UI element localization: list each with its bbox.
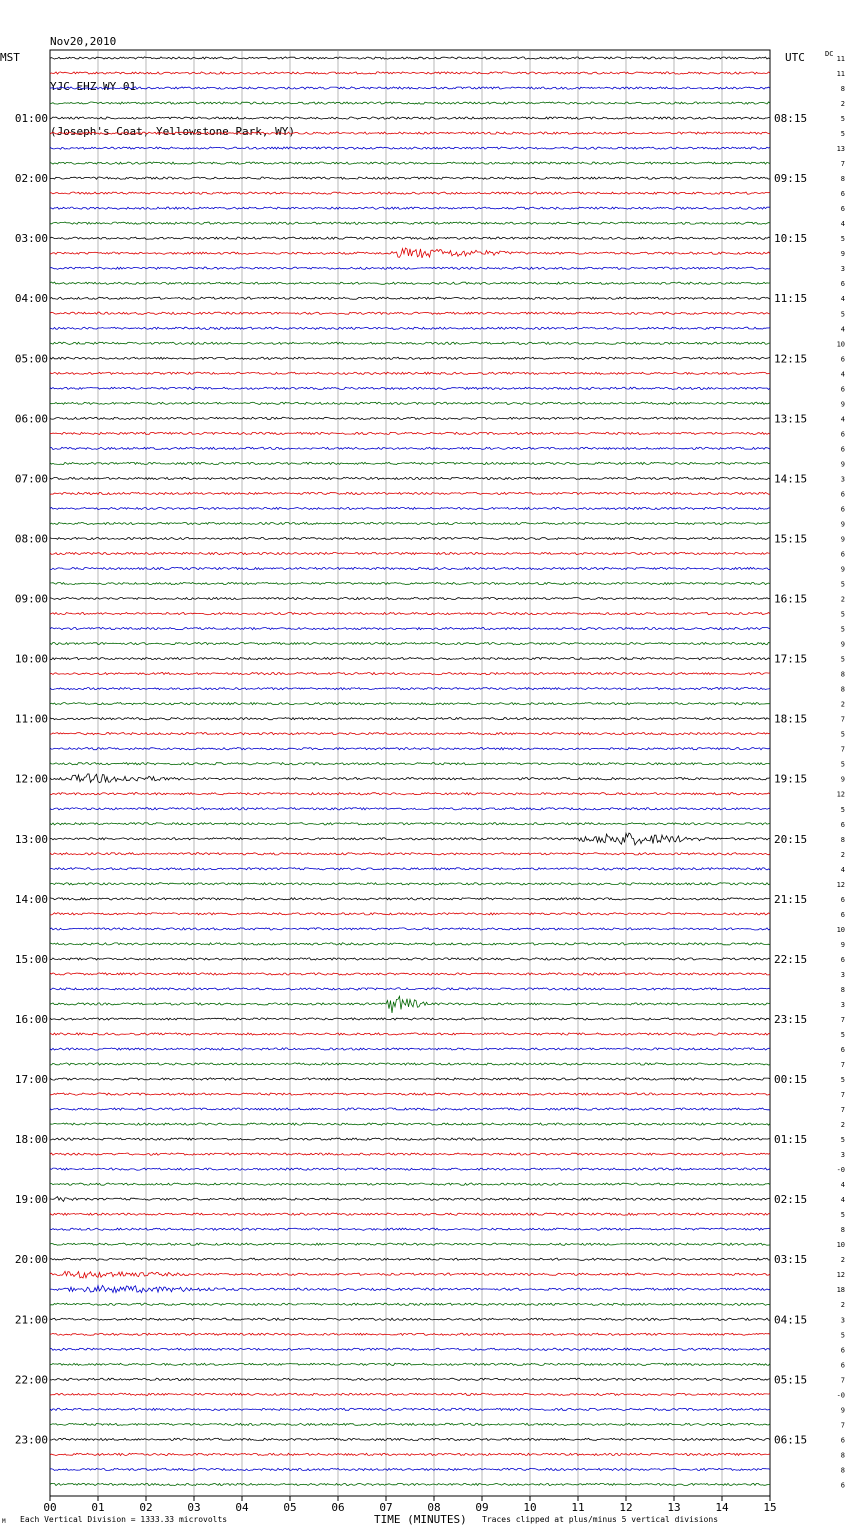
utc-hour-label: 16:15: [774, 592, 808, 606]
dc-offset-value: 5: [840, 1211, 845, 1220]
dc-offset-value: 7: [840, 1376, 845, 1385]
seismic-trace: [50, 248, 770, 258]
utc-hour-label: 00:15: [774, 1073, 808, 1087]
seismic-trace: [50, 1093, 770, 1095]
seismic-trace: [50, 1318, 770, 1320]
x-tick-label: 02: [139, 1501, 153, 1514]
dc-offset-value: 8: [840, 175, 845, 184]
dc-offset-value: 5: [840, 655, 845, 664]
dc-offset-value: 7: [840, 160, 845, 169]
dc-offset-value: 9: [840, 640, 845, 649]
seismic-trace: [50, 643, 770, 645]
seismic-trace: [50, 1168, 770, 1170]
seismic-trace: [50, 57, 770, 59]
seismic-trace: [50, 357, 770, 359]
dc-offset-value: 11: [836, 70, 845, 79]
seismic-trace: [50, 1438, 770, 1440]
seismic-trace: [50, 1408, 770, 1410]
mst-hour-label: 01:00: [14, 112, 48, 126]
dc-offset-value: 9: [840, 775, 845, 784]
seismic-trace: [50, 628, 770, 630]
dc-offset-value: 4: [840, 220, 845, 229]
mst-hour-label: 08:00: [14, 532, 48, 546]
dc-offset-value: 8: [840, 670, 845, 679]
x-tick-label: 05: [283, 1501, 297, 1514]
dc-offset-value: 6: [840, 505, 845, 514]
seismic-trace: [50, 808, 770, 810]
dc-offset-value: 10: [836, 340, 845, 349]
x-tick-label: 09: [475, 1501, 489, 1514]
seismic-trace: [50, 522, 770, 524]
mst-hour-label: 14:00: [14, 892, 48, 906]
seismic-trace: [50, 1033, 770, 1035]
x-tick-label: 10: [523, 1501, 537, 1514]
seismic-trace: [50, 1123, 770, 1125]
seismic-trace: [50, 823, 770, 825]
seismic-trace: [50, 1483, 770, 1485]
dc-offset-value: 7: [840, 1106, 845, 1115]
dc-offset-value: 3: [840, 1000, 845, 1009]
utc-hour-label: 12:15: [774, 352, 808, 366]
dc-offset-value: 6: [840, 385, 845, 394]
dc-offset-value: 4: [840, 865, 845, 874]
dc-offset-value: 12: [836, 1271, 845, 1280]
dc-offset-value: 8: [840, 85, 845, 94]
seismic-trace: [50, 793, 770, 795]
dc-offset-value: 6: [840, 490, 845, 499]
seismic-trace: [50, 1378, 770, 1380]
seismic-trace: [50, 1228, 770, 1230]
dc-offset-value: 9: [840, 940, 845, 949]
header-date: Nov20,2010: [50, 35, 117, 48]
x-tick-label: 04: [235, 1501, 249, 1514]
seismic-trace: [50, 237, 770, 239]
seismic-trace: [50, 1153, 770, 1155]
dc-column-label: DC: [825, 50, 834, 58]
mst-hour-label: 15:00: [14, 952, 48, 966]
dc-offset-value: 6: [840, 1361, 845, 1370]
mst-hour-label: 19:00: [14, 1193, 48, 1207]
header-station: YJC EHZ WY 01: [50, 80, 137, 93]
dc-offset-value: 5: [840, 625, 845, 634]
dc-offset-value: 5: [840, 805, 845, 814]
utc-hour-label: 11:15: [774, 292, 808, 306]
mst-hour-label: 10:00: [14, 652, 48, 666]
seismic-trace: [50, 387, 770, 389]
utc-hour-label: 21:15: [774, 892, 808, 906]
dc-offset-value: 10: [836, 925, 845, 934]
seismic-trace: [50, 1393, 770, 1395]
seismic-trace: [50, 1108, 770, 1110]
seismic-trace: [50, 162, 770, 164]
mst-hour-label: 21:00: [14, 1313, 48, 1327]
seismic-trace: [50, 267, 770, 269]
seismic-trace: [50, 402, 770, 404]
seismic-trace: [50, 1303, 770, 1305]
seismic-trace: [50, 147, 770, 149]
seismic-trace: [50, 718, 770, 720]
mst-hour-label: 07:00: [14, 472, 48, 486]
dc-offset-value: 5: [840, 1030, 845, 1039]
dc-offset-value: 6: [840, 445, 845, 454]
mst-hour-label: 09:00: [14, 592, 48, 606]
dc-offset-value: 6: [840, 1346, 845, 1355]
dc-offset-value: 6: [840, 205, 845, 214]
dc-offset-value: 5: [840, 310, 845, 319]
utc-hour-label: 15:15: [774, 532, 808, 546]
dc-offset-value: 6: [840, 955, 845, 964]
dc-offset-value: 12: [836, 880, 845, 889]
mst-hour-label: 06:00: [14, 412, 48, 426]
seismic-trace: [50, 207, 770, 209]
dc-offset-value: 9: [840, 1406, 845, 1415]
seismic-trace: [50, 462, 770, 464]
dc-offset-value: -0: [836, 1391, 845, 1400]
dc-offset-value: 2: [840, 100, 845, 109]
dc-offset-value: 8: [840, 985, 845, 994]
seismic-trace: [50, 1048, 770, 1050]
seismic-trace: [50, 1468, 770, 1470]
seismic-trace: [50, 582, 770, 584]
dc-offset-value: 2: [840, 1301, 845, 1310]
mst-hour-label: 03:00: [14, 232, 48, 246]
seismic-trace: [50, 447, 770, 449]
seismic-trace: [50, 372, 770, 374]
dc-offset-value: 7: [840, 715, 845, 724]
seismic-trace: [50, 928, 770, 930]
mst-hour-label: 17:00: [14, 1073, 48, 1087]
footer-scale-note: Each Vertical Division = 1333.33 microvolts: [20, 1515, 228, 1524]
seismic-trace: [50, 342, 770, 344]
utc-hour-label: 22:15: [774, 952, 808, 966]
mst-hour-label: 22:00: [14, 1373, 48, 1387]
dc-offset-value: 12: [836, 790, 845, 799]
dc-offset-value: 4: [840, 295, 845, 304]
dc-offset-value: 5: [840, 610, 845, 619]
seismic-trace: [50, 1258, 770, 1260]
mst-hour-label: 05:00: [14, 352, 48, 366]
dc-offset-value: 6: [840, 280, 845, 289]
x-tick-label: 11: [571, 1501, 585, 1514]
x-tick-label: 14: [715, 1501, 729, 1514]
dc-offset-value: 3: [840, 970, 845, 979]
seismic-trace: [50, 673, 770, 675]
utc-hour-label: 09:15: [774, 172, 808, 186]
dc-offset-value: 5: [840, 730, 845, 739]
seismic-trace: [50, 72, 770, 74]
dc-offset-value: 13: [836, 145, 845, 154]
utc-hour-label: 23:15: [774, 1012, 808, 1026]
seismic-trace: [50, 883, 770, 885]
dc-offset-value: 4: [840, 415, 845, 424]
mst-hour-label: 23:00: [14, 1433, 48, 1447]
utc-hour-label: 19:15: [774, 772, 808, 786]
dc-offset-value: 8: [840, 1226, 845, 1235]
dc-offset-value: 2: [840, 700, 845, 709]
mst-hour-label: 04:00: [14, 292, 48, 306]
utc-hour-label: 04:15: [774, 1313, 808, 1327]
seismic-trace: [50, 507, 770, 509]
label-group: [15, 55, 845, 1514]
footer-left-mark: M: [2, 1518, 6, 1525]
seismic-trace: [50, 132, 770, 134]
dc-offset-value: 9: [840, 520, 845, 529]
mst-hour-label: 18:00: [14, 1133, 48, 1147]
mst-hour-label: 11:00: [14, 712, 48, 726]
seismic-trace: [50, 282, 770, 284]
seismic-trace: [50, 833, 770, 845]
dc-offset-value: 9: [840, 250, 845, 259]
dc-offset-value: 4: [840, 325, 845, 334]
seismic-trace: [50, 1213, 770, 1215]
dc-offset-value: 7: [840, 1091, 845, 1100]
utc-hour-label: 14:15: [774, 472, 808, 486]
utc-hour-label: 01:15: [774, 1133, 808, 1147]
seismic-trace: [50, 703, 770, 705]
seismic-trace: [50, 537, 770, 539]
seismic-trace: [50, 853, 770, 855]
header-location: (Joseph's Coat, Yellowstone Park, WY): [50, 125, 296, 138]
dc-offset-value: 5: [840, 1331, 845, 1340]
seismic-trace: [50, 432, 770, 434]
x-tick-label: 07: [379, 1501, 393, 1514]
dc-offset-value: 4: [840, 1181, 845, 1190]
dc-offset-value: 6: [840, 1436, 845, 1445]
seismic-trace: [50, 1363, 770, 1365]
seismic-trace: [50, 868, 770, 870]
dc-offset-value: 7: [840, 745, 845, 754]
utc-hour-label: 18:15: [774, 712, 808, 726]
x-tick-label: 08: [427, 1501, 441, 1514]
dc-offset-value: 8: [840, 1466, 845, 1475]
seismic-trace: [50, 1286, 770, 1293]
mst-hour-label: 16:00: [14, 1012, 48, 1026]
dc-offset-value: 9: [840, 460, 845, 469]
dc-offset-value: 6: [840, 895, 845, 904]
seismic-trace: [50, 1197, 770, 1202]
x-tick-label: 06: [331, 1501, 345, 1514]
seismic-trace: [50, 567, 770, 569]
seismic-trace: [50, 492, 770, 494]
dc-offset-value: 6: [840, 1481, 845, 1490]
dc-offset-value: -0: [836, 1166, 845, 1175]
seismic-trace: [50, 996, 770, 1013]
dc-offset-value: 8: [840, 1451, 845, 1460]
utc-hour-label: 13:15: [774, 412, 808, 426]
seismic-trace: [50, 774, 770, 783]
seismic-trace: [50, 1271, 770, 1278]
dc-offset-value: 6: [840, 1045, 845, 1054]
dc-offset-value: 3: [840, 1151, 845, 1160]
dc-offset-value: 7: [840, 1015, 845, 1024]
dc-offset-value: 11: [836, 55, 845, 63]
x-tick-label: 03: [187, 1501, 201, 1514]
right-timezone-label: UTC: [785, 51, 805, 64]
x-tick-label: 15: [763, 1501, 777, 1514]
seismic-trace: [50, 417, 770, 419]
seismic-trace: [50, 1243, 770, 1245]
dc-offset-value: 6: [840, 910, 845, 919]
dc-offset-value: 5: [840, 115, 845, 124]
seismic-trace: [50, 1333, 770, 1335]
dc-offset-value: 18: [836, 1286, 845, 1295]
x-tick-label: 13: [667, 1501, 681, 1514]
seismic-trace: [50, 192, 770, 194]
seismic-trace: [50, 1453, 770, 1455]
seismic-trace: [50, 1138, 770, 1140]
dc-offset-value: 5: [840, 580, 845, 589]
seismic-trace: [50, 613, 770, 615]
dc-offset-value: 5: [840, 235, 845, 244]
dc-offset-value: 8: [840, 685, 845, 694]
x-tick-label: 01: [91, 1501, 105, 1514]
seismic-trace: [50, 222, 770, 224]
dc-offset-value: 6: [840, 550, 845, 559]
dc-offset-value: 9: [840, 400, 845, 409]
seismic-trace: [50, 297, 770, 299]
mst-hour-label: 12:00: [14, 772, 48, 786]
dc-offset-value: 5: [840, 1136, 845, 1145]
utc-hour-label: 05:15: [774, 1373, 808, 1387]
seismic-trace: [50, 312, 770, 314]
seismic-trace: [50, 688, 770, 690]
seismic-trace: [50, 1183, 770, 1185]
dc-offset-value: 6: [840, 355, 845, 364]
footer-clip-note: Traces clipped at plus/minus 5 vertical divisions: [482, 1515, 719, 1524]
dc-offset-value: 3: [840, 265, 845, 274]
seismic-trace: [50, 102, 770, 104]
utc-hour-label: 10:15: [774, 232, 808, 246]
seismic-trace: [50, 988, 770, 990]
seismic-trace: [50, 597, 770, 599]
utc-hour-label: 06:15: [774, 1433, 808, 1447]
dc-offset-value: 7: [840, 1421, 845, 1430]
seismic-trace: [50, 177, 770, 179]
x-axis-title: TIME (MINUTES): [374, 1513, 467, 1526]
dc-offset-value: 2: [840, 595, 845, 604]
mst-hour-label: 13:00: [14, 832, 48, 846]
x-tick-label: 12: [619, 1501, 633, 1514]
dc-offset-value: 3: [840, 475, 845, 484]
dc-offset-value: 8: [840, 835, 845, 844]
utc-hour-label: 02:15: [774, 1193, 808, 1207]
trace-group: [50, 57, 770, 1486]
utc-hour-label: 20:15: [774, 832, 808, 846]
seismic-trace: [50, 898, 770, 900]
seismic-trace: [50, 658, 770, 660]
seismic-trace: [50, 973, 770, 975]
seismic-trace: [50, 1423, 770, 1425]
dc-offset-value: 6: [840, 430, 845, 439]
utc-hour-label: 17:15: [774, 652, 808, 666]
seismic-trace: [50, 913, 770, 915]
seismic-trace: [50, 87, 770, 89]
seismic-trace: [50, 117, 770, 119]
dc-offset-value: 6: [840, 820, 845, 829]
utc-hour-label: 08:15: [774, 112, 808, 126]
dc-offset-value: 7: [840, 1061, 845, 1070]
utc-hour-label: 03:15: [774, 1253, 808, 1267]
seismic-trace: [50, 748, 770, 750]
seismic-trace: [50, 958, 770, 960]
seismic-trace: [50, 733, 770, 735]
left-timezone-label: MST: [0, 51, 20, 64]
dc-offset-value: 4: [840, 1196, 845, 1205]
seismic-trace: [50, 943, 770, 945]
seismic-trace: [50, 1018, 770, 1020]
dc-offset-value: 6: [840, 190, 845, 199]
mst-hour-label: 20:00: [14, 1253, 48, 1267]
dc-offset-value: 9: [840, 535, 845, 544]
seismic-trace: [50, 763, 770, 765]
dc-offset-value: 9: [840, 565, 845, 574]
seismic-trace: [50, 552, 770, 554]
dc-offset-value: 3: [840, 1316, 845, 1325]
dc-offset-value: 4: [840, 370, 845, 379]
seismic-trace: [50, 327, 770, 329]
mst-hour-label: 02:00: [14, 172, 48, 186]
dc-offset-value: 2: [840, 850, 845, 859]
seismic-trace: [50, 477, 770, 479]
seismic-trace: [50, 1348, 770, 1350]
dc-offset-value: 2: [840, 1121, 845, 1130]
seismic-trace: [50, 1078, 770, 1080]
dc-offset-value: 5: [840, 760, 845, 769]
dc-offset-value: 5: [840, 130, 845, 139]
dc-offset-value: 5: [840, 1076, 845, 1085]
x-tick-label: 00: [43, 1501, 57, 1514]
dc-offset-value: 2: [840, 1256, 845, 1265]
dc-offset-value: 10: [836, 1241, 845, 1250]
seismic-trace: [50, 1063, 770, 1065]
